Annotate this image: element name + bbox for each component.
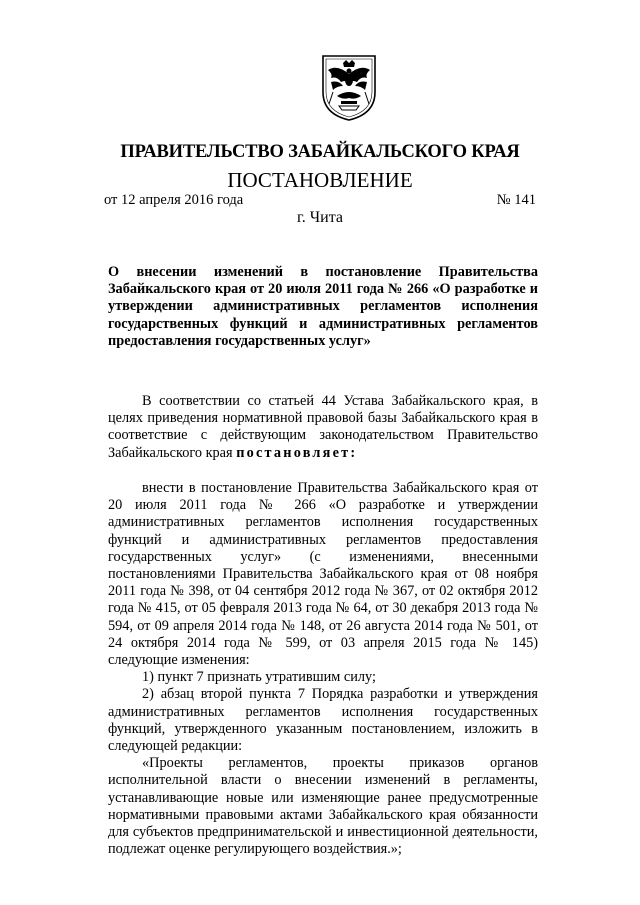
preamble-paragraph — [108, 393, 538, 462]
document-number: № 141 — [496, 192, 536, 208]
coat-of-arms-icon — [319, 52, 379, 122]
document-body — [108, 480, 538, 858]
decree-word: постановляет: — [236, 444, 358, 461]
body-paragraph-quote: «Проекты регламентов, проекты приказов органов исполнительной власти о внесении изменений в регламенты, устанавливающие новые или изменяющие ранее предусмотренные нормативными правовыми актами Забайкальского края обязанности для субъектов предпринимательской и инвестиционной деятельности, подлежат оценке регулирующего воздействия.»; — [108, 755, 538, 858]
body-paragraph-main: внести в постановление Правительства Забайкальского края от 20 июля 2011 года № 266 «О разработке и утверждении административных регламентов исполнения государственных функций и административных регламентов предоставления государственных услуг» (с изменениями, внесенными постановлениями Правительства Забайкальского края от 08 ноября 2011 года № 398, от 04 сентября 2012 года № 367, от 02 октября 2012 года № 415, от 05 февраля 2013 года № 64, от 30 декабря 2013 года № 594, от 09 апреля 2014 года № 148, от 26 августа 2014 года № 501, от 24 октября 2014 года № 599, от 03 апреля 2015 года № 145) следующие изменения: — [108, 480, 538, 669]
body-paragraph-item-1: 1) пункт 7 признать утратившим силу; — [142, 669, 376, 686]
body-paragraph-item-2: 2) абзац второй пункта 7 Порядка разработки и утверждения административных регламентов исполнения государственных функций, утвержденного указанным постановлением, изложить в следующей редакции: — [108, 686, 538, 755]
preamble — [108, 393, 538, 462]
document-subject: О внесении изменений в постановление Правительства Забайкальского края от 20 июля 2011 года № 266 «О разработке и утверждении административных регламентов исполнения государственных функций и административных регламентов предоставления государственных услуг» — [108, 264, 538, 349]
document-type: ПОСТАНОВЛЕНИЕ — [227, 168, 413, 192]
document-city: г. Чита — [296, 209, 343, 226]
preamble-text: В соответствии со статьей 44 Устава Забайкальского края, в целях приведения нормативной правовой базы Забайкальского края в соответствие с действующим законодательством Правительство Забайкальского края — [108, 393, 538, 461]
document-date: от 12 апреля 2016 года — [104, 192, 244, 208]
government-title: ПРАВИТЕЛЬСТВО ЗАБАЙКАЛЬСКОГО КРАЯ — [120, 142, 520, 162]
